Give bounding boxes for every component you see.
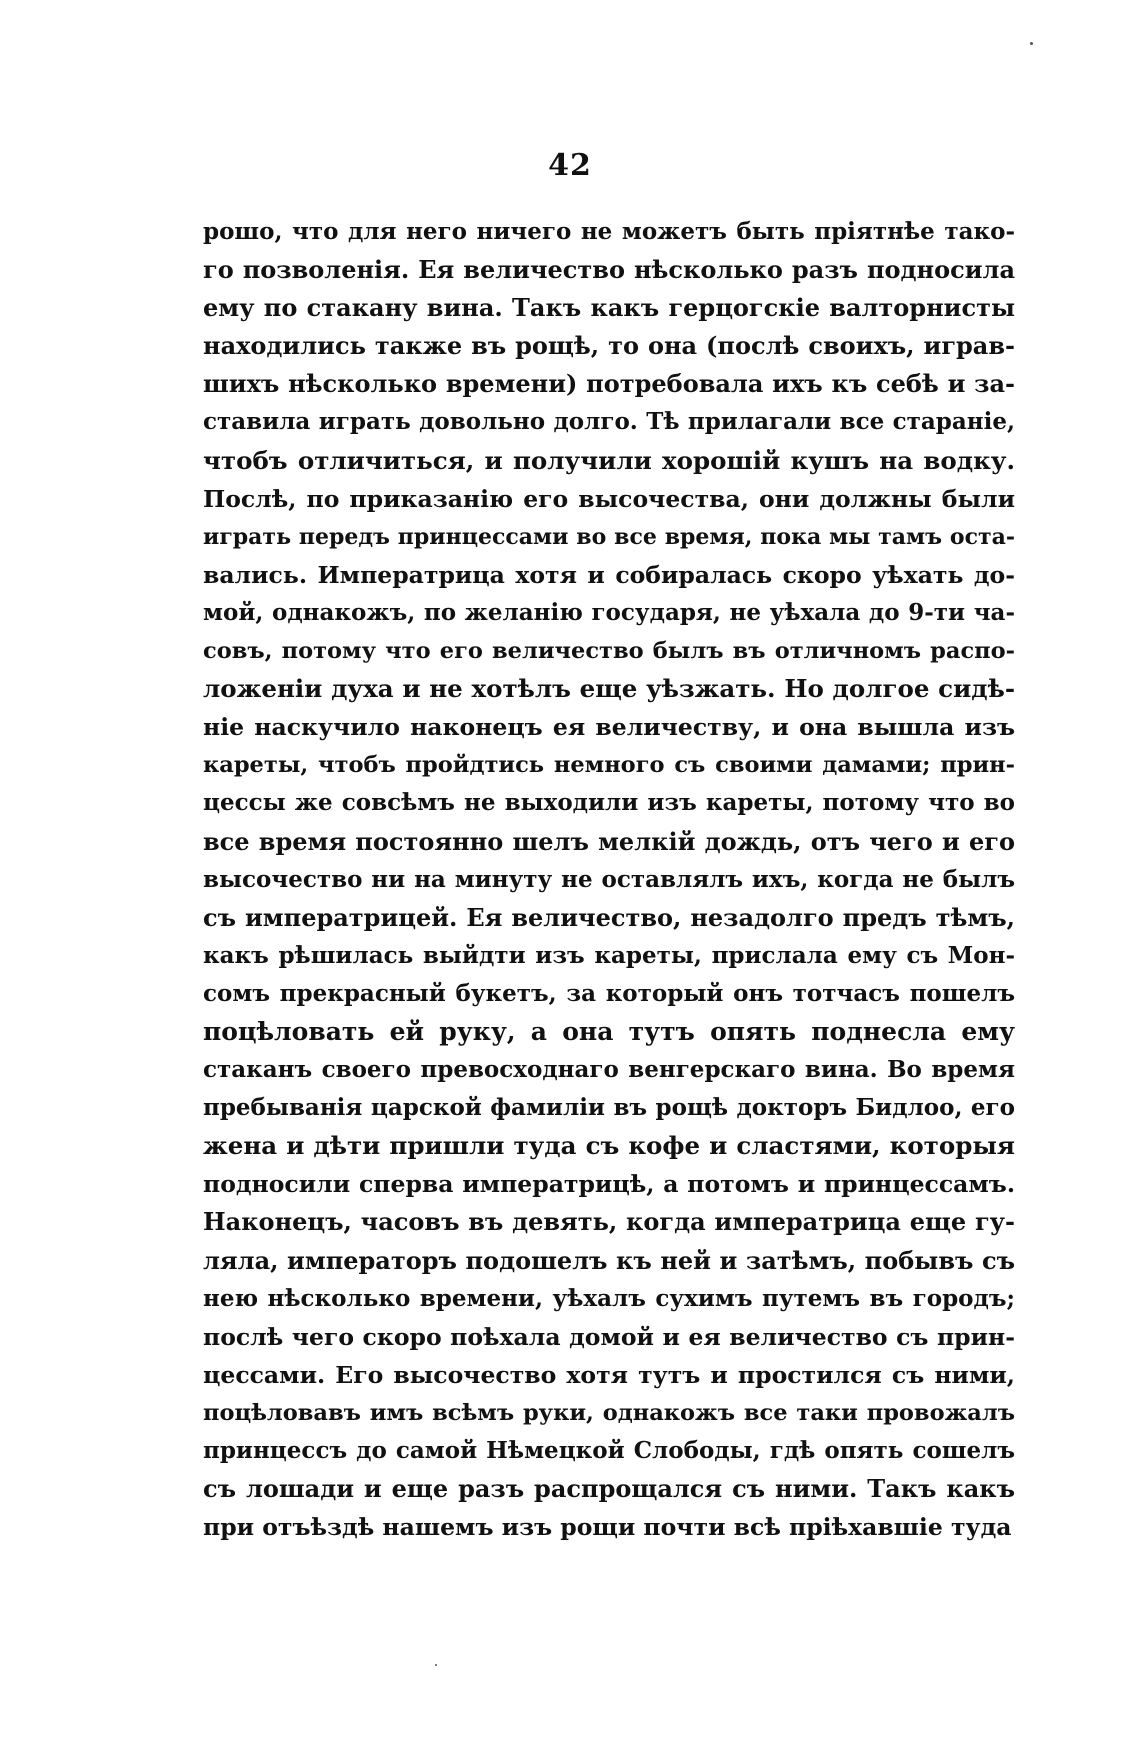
text-line: поцѣловавъ имъ всѣмъ руки, однакожъ все таки провожалъ [203, 1399, 1015, 1426]
text-line: шихъ нѣсколько времени) потребовала ихъ къ себѣ и за- [203, 369, 1015, 399]
text-line: мой, однакожъ, по желанію государя, не уѣхала до 9-ти ча- [203, 598, 1015, 626]
text-line-last: при отъѣздѣ нашемъ изъ рощи почти всѣ пріѣхавшіе туда [203, 1513, 1012, 1542]
page-number: 42 [548, 148, 592, 183]
text-line: Наконецъ, часовъ въ девять, когда императрица еще гу- [203, 1207, 1015, 1237]
text-line: пребыванія царской фамиліи въ рощѣ докторъ Бидлоо, его [203, 1094, 1015, 1122]
text-line: находились также въ рощѣ, то она (послѣ своихъ, играв- [203, 331, 1015, 361]
text-line: вались. Императрица хотя и собиралась скоро уѣхать до- [203, 560, 1015, 589]
text-line: все время постоянно шелъ мелкій дождь, отъ чего и его [203, 826, 1015, 856]
text-line: нею нѣсколько времени, уѣхалъ сухимъ путемъ въ городъ; [203, 1284, 1015, 1312]
body-text [203, 213, 1015, 1546]
text-line: сомъ прекрасный букетъ, за который онъ тотчасъ пошелъ [203, 979, 1015, 1007]
text-line: поцѣловать ей руку, а она тутъ опять поднесла ему [203, 1016, 1015, 1046]
text-line: какъ рѣшилась выйдти изъ кареты, прислала ему съ Мон- [203, 941, 1015, 969]
text-line: совъ, потому что его величество былъ въ отличномъ распо- [203, 638, 1015, 665]
text-line: ніе наскучило наконецъ ея величеству, и она вышла изъ [203, 713, 1015, 742]
text-line: ставила играть довольно долго. Тѣ прилагали все стараніе, [203, 408, 1015, 436]
text-line: принцессъ до самой Нѣмецкой Слободы, гдѣ опять сошелъ [203, 1437, 1015, 1464]
text-line: подносили сперва императрицѣ, а потомъ и принцессамъ. [203, 1170, 1015, 1199]
text-line: высочество ни на минуту не оставлялъ ихъ, когда не былъ [203, 865, 1015, 893]
text-line: кареты, чтобъ пройдтись немного съ своими дамами; прин- [203, 752, 1015, 779]
text-line: цессы же совсѣмъ не выходили изъ кареты, потому что во [203, 789, 1015, 817]
text-line: послѣ чего скоро поѣхала домой и ея величество съ прин- [203, 1322, 1015, 1351]
scan-speck [1030, 42, 1033, 45]
text-line: рошо, что для него ничего не можетъ быть пріятнѣе тако- [203, 218, 1015, 245]
text-line: ляла, императоръ подошелъ къ ней и затѣмъ, побывъ съ [203, 1245, 1015, 1275]
text-line: играть передъ принцессами во все время, пока мы тамъ оста- [203, 523, 1015, 550]
text-line: ложеніи духа и не хотѣлъ еще уѣзжать. Но долгое сидѣ- [203, 674, 1015, 704]
text-line: съ императрицей. Ея величество, незадолго предъ тѣмъ, [203, 902, 1015, 932]
text-line: ему по стакану вина. Такъ какъ герцогскіе валторнисты [203, 293, 1015, 323]
text-line: жена и дѣти пришли туда съ кофе и сластями, которыя [203, 1131, 1015, 1161]
text-line: съ лошади и еще разъ распрощался съ ними. Такъ какъ [203, 1474, 1015, 1504]
text-line: го позволенія. Ея величество нѣсколько разъ подносила [203, 255, 1015, 285]
text-line: цессами. Его высочество хотя тутъ и простился съ ними, [203, 1360, 1015, 1389]
text-line: стаканъ своего превосходнаго венгерскаго вина. Во время [203, 1056, 1015, 1084]
text-line: чтобъ отличиться, и получили хорошій кушъ на водку. [203, 445, 1015, 475]
scan-speck [435, 1664, 437, 1666]
text-line: Послѣ, по приказанію его высочества, они должны были [203, 484, 1015, 513]
